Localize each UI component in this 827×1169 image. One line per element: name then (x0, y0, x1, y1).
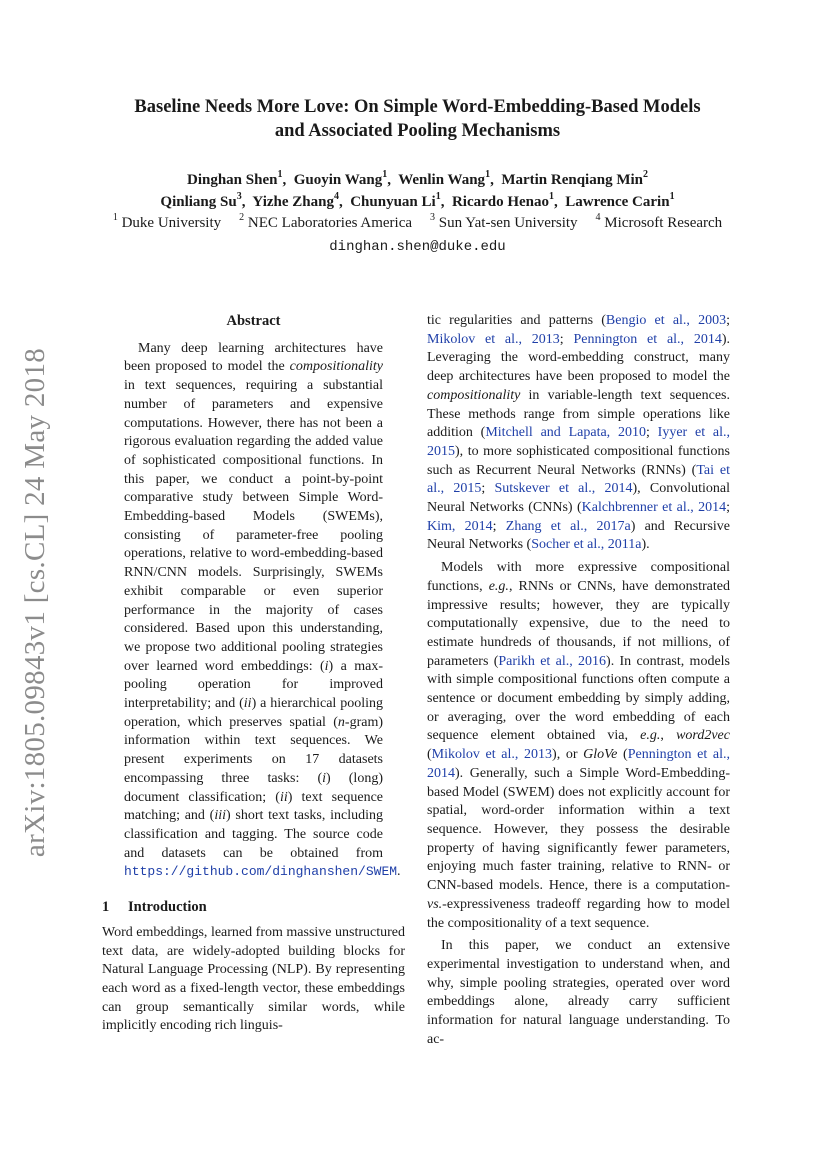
abstract-heading: Abstract (226, 313, 281, 329)
author-affiliation-mark: 2 (643, 169, 648, 180)
author-name: Yizhe Zhang (252, 193, 334, 210)
citation-link[interactable]: Mikolov et al., 2013 (431, 747, 553, 763)
author-email[interactable]: dinghan.shen@duke.edu (329, 238, 506, 255)
citation-link[interactable]: Kalchbrenner et al., 2014 (581, 500, 727, 516)
author-affiliation-mark: 3 (236, 190, 242, 202)
arxiv-identifier (6, 347, 66, 858)
abstract-paragraph: Many deep learning architectures have been proposed to model the compositionality in text sequences, requiring a substantial number of parameters and expensive computations. However, there has not been a rigorous evaluation regarding the added value of sophisticated compositional functions. In this paper, we conduct a point-by-point comparative study between Simple Word-Embedding-based Models (SWEMs), consisting of parameter-free pooling operations, relative to word-embedding-based RNN/CNN models. Surprisingly, SWEMs exhibit comparable or even superior performance in the majority of cases considered. Based upon this understanding, we propose two additional pooling strategies over learned word embeddings: (i) a max-pooling operation for improved interpretability; and (ii) a hierarchical pooling operation, which preserves spatial (n-gram) information within text sequences. We present experiments on 17 datasets encompassing three tasks: (i) (long) document classification; (ii) text sequence matching; and (iii) short text tasks, including classification and tagging. The source code and datasets can be obtained from https://github.com/dinghanshen/SWEM. (124, 340, 401, 880)
citation-link[interactable]: Mikolov et al., 2013 (427, 331, 560, 347)
author-affiliation-mark: 4 (333, 190, 339, 202)
citation-link[interactable]: Mitchell and Lapata, 2010 (485, 425, 646, 441)
citation-link[interactable]: Iyyer et al., 2015 (427, 425, 730, 459)
citation-link[interactable]: Kim, 2014 (427, 518, 493, 534)
paper-title-line-1: Baseline Needs More Love: On Simple Word-Embedding-Based Models (134, 97, 701, 117)
citation-link[interactable]: Pennington et al., 2014 (427, 747, 730, 781)
section-number: 1 (102, 899, 110, 916)
affiliation-name: NEC Laboratories America (247, 215, 413, 231)
affiliation-name: Duke University (121, 215, 222, 231)
affiliation-mark: 4 (595, 212, 601, 223)
intro-paragraph-3: In this paper, we conduct an extensive experimental investigation to understand when, and why, simple pooling strategies, operated over word embeddings alone, already carry sufficient information for natural language understanding. To ac- (427, 938, 730, 1047)
author-name: Chunyuan Li (350, 193, 436, 210)
author-block (60, 170, 775, 258)
author-name: Lawrence Carin (565, 193, 670, 210)
author-affiliation-mark: 1 (485, 169, 491, 180)
paper-title-line-2: and Associated Pooling Mechanisms (274, 121, 561, 141)
author-line-1: Dinghan Shen$^1$, Guoyin Wang$^1$, Wenlin Wang$^1$, Martin Renqiang Min$^2$ (187, 169, 648, 188)
affiliation-name: Microsoft Research (604, 215, 723, 231)
citation-link[interactable]: Bengio et al., 2003 (605, 313, 727, 328)
citation-link[interactable]: Tai et al., 2015 (427, 462, 730, 497)
arxiv-identifier-text: arXiv:1805.09843v1 [cs.CL] 24 May 2018 (19, 347, 52, 858)
affiliation-line (60, 213, 775, 235)
author-name: Guoyin Wang (293, 172, 383, 188)
author-name: Dinghan Shen (187, 172, 278, 188)
affiliation-name: Sun Yat-sen University (438, 215, 578, 231)
paper-title (60, 95, 775, 143)
author-name: Wenlin Wang (398, 172, 486, 188)
left-column (102, 312, 405, 1036)
author-line-2: Qinliang Su$^3$, Yizhe Zhang$^4$, Chunyuan Li$^1$, Ricardo Henao$^1$, Lawrence Carin$^1$ (160, 190, 675, 210)
author-name: Martin Renqiang Min (501, 172, 643, 188)
section-title: Introduction (128, 899, 207, 916)
citation-link[interactable]: Sutskever et al., 2014 (494, 481, 633, 497)
right-column (427, 312, 730, 1049)
intro-paragraph: Word embeddings, learned from massive unstructured text data, are widely-adopted building blocks for Natural Language Processing (NLP). By representing each word as a fixed-length vector, these embeddings can group semantically similar words, while implicitly encoding rich linguis- (102, 924, 405, 1034)
author-name: Qinliang Su (160, 193, 237, 210)
author-affiliation-mark: 1 (382, 169, 388, 180)
intro-paragraph-2: Models with more expressive compositional functions, e.g., RNNs or CNNs, have demonstrated impressive results; however, they are typically computationally expensive, due to the need to estimate hundreds of thousands, if not millions, of parameters (Parikh et al., 2016). In contrast, models with simple compositional functions often compute a sentence or document embedding by simply adding, or averaging, over the word embedding of each sequence element obtained via, e.g., word2vec (Mikolov et al., 2013), or GloVe (Pennington et al., 2014). Generally, such a Simple Word-Embedding-based Model (SWEM) does not explicitly account for spatial, word-order information within a text sequence. However, they possess the desirable property of having significantly fewer parameters, enjoying much faster training, relative to RNN- or CNN-based models. Hence, there is a computation-vs.-expressiveness tradeoff regarding how to model the compositionality of a text sequence. (427, 560, 730, 931)
author-affiliation-mark: 1 (277, 169, 283, 180)
intro-paragraph-continued: tic regularities and patterns (Bengio et al., 2003; Mikolov et al., 2013; Pennington et al., 2014). Leveraging the word-embedding construct, many deep architectures have been proposed to model the compositionality in variable-length text sequences. These methods range from simple operations like addition (Mitchell and Lapata, 2010; Iyyer et al., 2015), to more sophisticated compositional functions such as Recurrent Neural Networks (RNNs) (Tai et al., 2015; Sutskever et al., 2014), Convolutional Neural Networks (CNNs) (Kalchbrenner et al., 2014; Kim, 2014; Zhang et al., 2017a) and Recursive Neural Networks (Socher et al., 2011a). (427, 313, 731, 553)
author-name: Ricardo Henao (451, 193, 550, 210)
citation-link[interactable]: Parikh et al., 2016 (498, 653, 607, 669)
section-heading-introduction (102, 898, 405, 917)
source-code-link[interactable]: https://github.com/dinghanshen/SWEM (124, 864, 398, 880)
author-affiliation-mark: 1 (435, 190, 441, 202)
citation-link[interactable]: Zhang et al., 2017a (505, 518, 631, 534)
affiliation-mark: 2 (239, 212, 245, 223)
affiliation-mark: 1 (112, 212, 118, 223)
citation-link[interactable]: Pennington et al., 2014 (573, 331, 722, 347)
affiliation-mark: 3 (430, 212, 436, 223)
author-affiliation-mark: 1 (549, 190, 555, 202)
author-affiliation-mark: 1 (669, 190, 675, 202)
citation-link[interactable]: Socher et al., 2011a (531, 537, 642, 553)
